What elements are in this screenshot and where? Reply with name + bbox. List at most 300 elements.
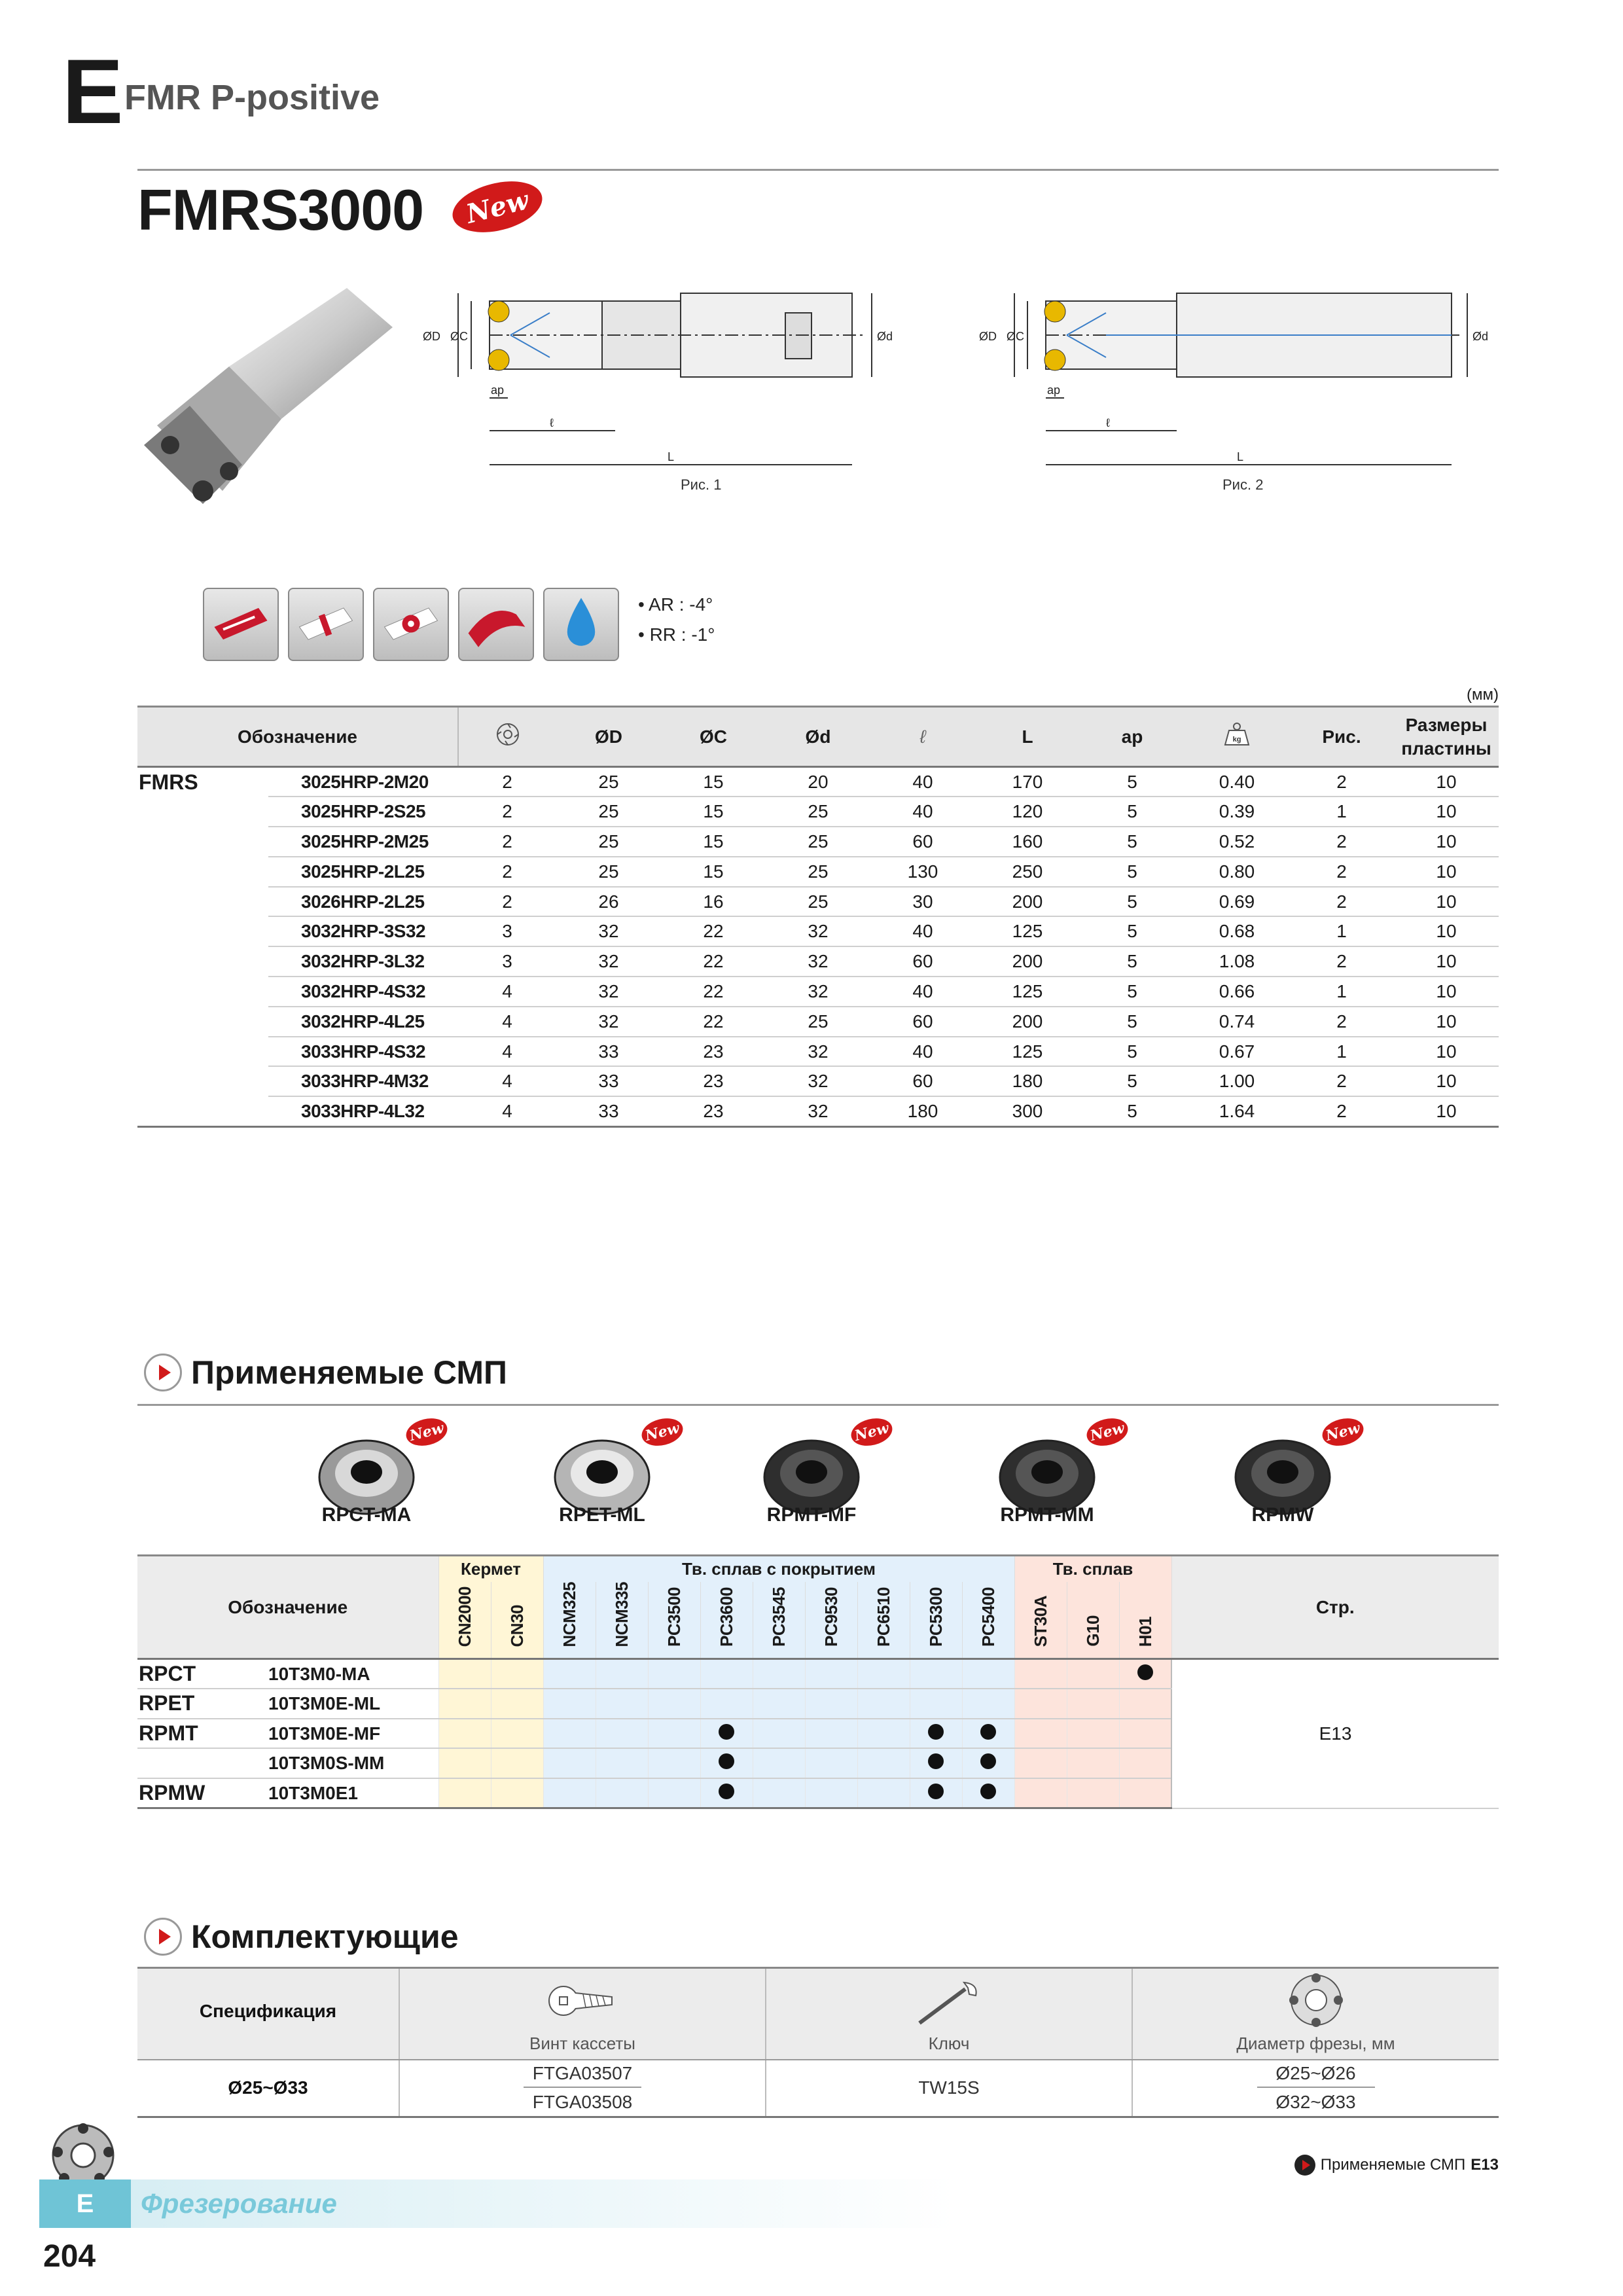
grade-cell <box>438 1748 491 1778</box>
dim-C-label: ØC <box>1007 330 1024 343</box>
grade-cell <box>805 1778 857 1808</box>
arrow-right-icon <box>1294 2155 1315 2176</box>
grade-name: G10 <box>1082 1615 1103 1647</box>
value-cell: 300 <box>975 1096 1080 1126</box>
grade-cell <box>543 1778 596 1808</box>
grade-cell <box>438 1689 491 1719</box>
value-cell: 33 <box>556 1037 661 1067</box>
series-cell <box>137 1007 268 1037</box>
col-fig: Рис. <box>1289 707 1394 767</box>
grade-cell <box>596 1778 648 1808</box>
grade-cell <box>543 1719 596 1749</box>
grade-code-cell: 10T3M0E-ML <box>268 1689 438 1719</box>
grade-cell <box>648 1689 700 1719</box>
value-cell: 10 <box>1394 1007 1499 1037</box>
new-badge: New <box>1084 1414 1131 1450</box>
series-cell <box>137 857 268 887</box>
table-row <box>137 797 1499 827</box>
availability-dot-icon <box>928 1753 944 1769</box>
grade-name: PC3545 <box>768 1587 789 1647</box>
value-cell: 5 <box>1080 1037 1185 1067</box>
grade-cell <box>1067 1659 1119 1689</box>
grade-cell <box>1119 1719 1171 1749</box>
table-row <box>137 1096 1499 1126</box>
value-cell: 160 <box>975 827 1080 857</box>
value-cell: 2 <box>1289 1007 1394 1037</box>
grade-cell <box>648 1659 700 1689</box>
dim-C-label: ØC <box>450 330 468 343</box>
designation-cell: 3032HRP-4S32 <box>268 977 458 1007</box>
value-cell: 16 <box>661 887 766 917</box>
availability-dot-icon <box>928 1724 944 1740</box>
grade-col-designation: Обозначение <box>137 1556 438 1659</box>
footer-category: Фрезерование <box>141 2188 337 2219</box>
series-cell <box>137 916 268 946</box>
grade-cell <box>753 1748 805 1778</box>
value-cell: 4 <box>458 1066 556 1096</box>
section-arrow-icon <box>144 1918 182 1956</box>
value-cell: 200 <box>975 1007 1080 1037</box>
value-cell: 0.67 <box>1185 1037 1289 1067</box>
value-cell: 2 <box>458 767 556 797</box>
grade-series-cell <box>137 1748 268 1778</box>
grade-cell <box>543 1748 596 1778</box>
col-C: ØC <box>661 707 766 767</box>
grade-cell <box>596 1659 648 1689</box>
value-cell: 5 <box>1080 1096 1185 1126</box>
value-cell: 22 <box>661 977 766 1007</box>
inserts-section-heading <box>144 1354 507 1391</box>
grade-column-header <box>1119 1582 1171 1659</box>
grade-column-header <box>596 1582 648 1659</box>
value-cell: 10 <box>1394 1066 1499 1096</box>
col-insert-size-line1: Размеры <box>1405 714 1488 735</box>
value-cell: 25 <box>766 827 870 857</box>
grade-cell <box>1014 1659 1067 1689</box>
col-D: ØD <box>556 707 661 767</box>
value-cell: 26 <box>556 887 661 917</box>
value-cell: 25 <box>766 857 870 887</box>
value-cell: 40 <box>870 797 975 827</box>
new-badge: New <box>848 1414 895 1450</box>
value-cell: 32 <box>766 1096 870 1126</box>
value-cell: 10 <box>1394 977 1499 1007</box>
grade-cell <box>857 1659 910 1689</box>
grade-cell <box>1067 1778 1119 1808</box>
grade-code-cell: 10T3M0E1 <box>268 1778 438 1808</box>
grade-cell <box>857 1778 910 1808</box>
col-designation: Обозначение <box>137 707 458 767</box>
value-cell: 130 <box>870 857 975 887</box>
acc-col-diameter-label: Диаметр фрезы, мм <box>1236 2033 1395 2053</box>
value-cell: 3 <box>458 916 556 946</box>
plunge-icon <box>373 588 449 661</box>
grade-cell <box>753 1659 805 1689</box>
table-row <box>137 977 1499 1007</box>
grade-cell <box>648 1748 700 1778</box>
grade-cell <box>1067 1719 1119 1749</box>
grade-column-header <box>491 1582 543 1659</box>
grade-series-cell: RPMW <box>137 1778 268 1808</box>
grade-column-header <box>857 1582 910 1659</box>
grade-column-header <box>648 1582 700 1659</box>
value-cell: 23 <box>661 1096 766 1126</box>
grade-cell <box>700 1689 753 1719</box>
value-cell: 5 <box>1080 916 1185 946</box>
header-divider <box>137 169 1499 171</box>
grade-column-header <box>753 1582 805 1659</box>
availability-dot-icon <box>719 1784 734 1799</box>
value-cell: 4 <box>458 977 556 1007</box>
value-cell: 32 <box>766 946 870 977</box>
value-cell: 10 <box>1394 827 1499 857</box>
value-cell: 5 <box>1080 946 1185 977</box>
col-insert-size-line2: пластины <box>1401 738 1491 759</box>
designation-cell: 3033HRP-4L32 <box>268 1096 458 1126</box>
value-cell: 40 <box>870 767 975 797</box>
dim-ap-label: ap <box>1047 384 1061 397</box>
grade-name: NCM335 <box>611 1581 632 1647</box>
value-cell: 1.64 <box>1185 1096 1289 1126</box>
grade-name: H01 <box>1135 1616 1155 1647</box>
grade-cell <box>543 1659 596 1689</box>
accessories-section-title: Комплектующие <box>191 1918 459 1955</box>
grade-group-row <box>137 1556 1499 1582</box>
grade-group-coated: Тв. сплав с покрытием <box>543 1556 1014 1582</box>
value-cell: 2 <box>1289 887 1394 917</box>
value-cell: 60 <box>870 827 975 857</box>
grade-cell <box>491 1778 543 1808</box>
grade-cell <box>910 1719 962 1749</box>
value-cell: 2 <box>458 887 556 917</box>
value-cell: 23 <box>661 1066 766 1096</box>
value-cell: 1 <box>1289 977 1394 1007</box>
screw-icon <box>546 1977 618 2030</box>
new-badge: New <box>1319 1414 1366 1450</box>
value-cell: 180 <box>975 1066 1080 1096</box>
grade-column-header <box>1014 1582 1067 1659</box>
value-cell: 40 <box>870 1037 975 1067</box>
grade-cell <box>910 1748 962 1778</box>
grade-cell <box>910 1778 962 1808</box>
value-cell: 10 <box>1394 857 1499 887</box>
section-subtitle: FMR P-positive <box>124 78 380 117</box>
value-cell: 5 <box>1080 1007 1185 1037</box>
acc-col-spec: Спецификация <box>137 1968 399 2060</box>
footer-reference[interactable] <box>1294 2155 1499 2176</box>
value-cell: 30 <box>870 887 975 917</box>
acc-col-screw-label: Винт кассеты <box>529 2033 635 2053</box>
value-cell: 15 <box>661 797 766 827</box>
shoulder-milling-icon <box>288 588 364 661</box>
value-cell: 10 <box>1394 1037 1499 1067</box>
value-cell: 22 <box>661 946 766 977</box>
insert-label: RPMW <box>1251 1504 1314 1526</box>
grade-cell <box>438 1778 491 1808</box>
value-cell: 25 <box>556 827 661 857</box>
acc-diameter-1: Ø25~Ø26 <box>1257 2063 1375 2088</box>
value-cell: 40 <box>870 916 975 946</box>
fig2-caption: Рис. 2 <box>1222 476 1264 493</box>
value-cell: 5 <box>1080 887 1185 917</box>
availability-dot-icon <box>928 1784 944 1799</box>
value-cell: 22 <box>661 916 766 946</box>
value-cell: 1.08 <box>1185 946 1289 977</box>
new-badge: New <box>639 1414 686 1450</box>
new-badge: New <box>447 173 547 241</box>
footer-ref-page: E13 <box>1471 2156 1499 2174</box>
grade-cell <box>753 1719 805 1749</box>
grade-cell <box>1119 1748 1171 1778</box>
new-badge: New <box>403 1414 450 1450</box>
value-cell: 2 <box>458 797 556 827</box>
table-row <box>137 946 1499 977</box>
acc-key-value: TW15S <box>766 2060 1132 2117</box>
acc-diameter-2: Ø32~Ø33 <box>1275 2092 1356 2113</box>
value-cell: 10 <box>1394 797 1499 827</box>
footer-bar <box>131 2179 1505 2228</box>
face-milling-icon <box>203 588 279 661</box>
grade-code-cell: 10T3M0E-MF <box>268 1719 438 1749</box>
grade-name: PC6510 <box>873 1587 893 1647</box>
value-cell: 25 <box>766 797 870 827</box>
series-cell <box>137 1096 268 1126</box>
value-cell: 23 <box>661 1037 766 1067</box>
grade-cell <box>491 1748 543 1778</box>
availability-dot-icon <box>980 1784 996 1799</box>
grade-cell <box>438 1719 491 1749</box>
designation-cell: 3032HRP-3S32 <box>268 916 458 946</box>
value-cell: 125 <box>975 1037 1080 1067</box>
dim-d-label: Ød <box>877 330 893 343</box>
grade-column-header <box>962 1582 1014 1659</box>
value-cell: 2 <box>1289 827 1394 857</box>
accessories-table <box>137 1967 1499 2118</box>
value-cell: 4 <box>458 1007 556 1037</box>
table-row <box>137 916 1499 946</box>
series-cell: FMRS <box>139 770 198 794</box>
dim-D-label: ØD <box>979 330 997 343</box>
value-cell: 32 <box>556 1007 661 1037</box>
value-cell: 2 <box>1289 1066 1394 1096</box>
inserts-section-title: Применяемые СМП <box>191 1354 507 1391</box>
value-cell: 10 <box>1394 887 1499 917</box>
section-letter: E <box>62 40 124 143</box>
teeth-icon <box>458 707 556 767</box>
grade-cell <box>438 1659 491 1689</box>
value-cell: 10 <box>1394 916 1499 946</box>
value-cell: 1 <box>1289 797 1394 827</box>
grade-page-ref[interactable]: E13 <box>1171 1659 1499 1808</box>
grade-row <box>137 1659 1499 1689</box>
series-cell <box>137 1037 268 1067</box>
value-cell: 25 <box>766 887 870 917</box>
grade-cell <box>910 1689 962 1719</box>
value-cell: 5 <box>1080 857 1185 887</box>
designation-cell: 3026HRP-2L25 <box>268 887 458 917</box>
col-insert-size <box>1394 707 1499 767</box>
coolant-drop-icon <box>543 588 619 661</box>
tool-drawing-fig1 <box>419 287 955 476</box>
series-cell <box>137 797 268 827</box>
value-cell: 0.66 <box>1185 977 1289 1007</box>
table-row <box>137 887 1499 917</box>
grade-cell <box>753 1778 805 1808</box>
table-row <box>137 857 1499 887</box>
accessories-header-row <box>137 1968 1499 2060</box>
grade-series-cell: RPCT <box>137 1659 268 1689</box>
acc-col-diameter <box>1132 1968 1499 2060</box>
acc-spec-value: Ø25~Ø33 <box>137 2060 399 2117</box>
value-cell: 22 <box>661 1007 766 1037</box>
footer-section-tab[interactable]: E <box>39 2179 131 2228</box>
footer-ref-text: Применяемые СМП <box>1320 2156 1466 2174</box>
grade-name: PC3500 <box>664 1587 684 1647</box>
grade-column-header <box>543 1582 596 1659</box>
grade-name: PC9530 <box>821 1587 841 1647</box>
insert-label: RPMT-MF <box>766 1504 857 1526</box>
value-cell: 25 <box>556 797 661 827</box>
grade-cell <box>910 1659 962 1689</box>
value-cell: 4 <box>458 1037 556 1067</box>
rr-angle: • RR : -1° <box>638 624 715 645</box>
series-cell <box>137 946 268 977</box>
grade-cell <box>805 1689 857 1719</box>
grade-cell <box>596 1719 648 1749</box>
grade-cell <box>962 1689 1014 1719</box>
grade-cell <box>1119 1689 1171 1719</box>
grade-group-carbide: Тв. сплав <box>1014 1556 1171 1582</box>
section-arrow-icon <box>144 1354 182 1391</box>
value-cell: 170 <box>975 767 1080 797</box>
grade-code-cell: 10T3M0-MA <box>268 1659 438 1689</box>
weight-icon <box>1185 707 1289 767</box>
grade-cell <box>857 1748 910 1778</box>
grade-cell <box>491 1689 543 1719</box>
grade-name: PC5400 <box>978 1587 998 1647</box>
grade-name: PC5300 <box>925 1587 946 1647</box>
designation-cell: 3032HRP-4L25 <box>268 1007 458 1037</box>
value-cell: 250 <box>975 857 1080 887</box>
value-cell: 200 <box>975 946 1080 977</box>
value-cell: 125 <box>975 977 1080 1007</box>
grade-column-header <box>910 1582 962 1659</box>
grade-cell <box>648 1778 700 1808</box>
ar-angle: • AR : -4° <box>638 594 713 615</box>
value-cell: 60 <box>870 946 975 977</box>
value-cell: 0.80 <box>1185 857 1289 887</box>
availability-dot-icon <box>980 1753 996 1769</box>
key-icon <box>913 1977 985 2030</box>
dim-D-label: ØD <box>423 330 440 343</box>
value-cell: 32 <box>766 977 870 1007</box>
grade-name: PC3600 <box>716 1587 736 1647</box>
grade-series-cell: RPMT <box>137 1719 268 1749</box>
series-cell <box>137 977 268 1007</box>
profile-milling-icon <box>458 588 534 661</box>
grade-name: CN2000 <box>454 1586 474 1647</box>
grade-cell <box>805 1659 857 1689</box>
designation-cell: 3025HRP-2L25 <box>268 857 458 887</box>
value-cell: 32 <box>766 916 870 946</box>
value-cell: 120 <box>975 797 1080 827</box>
grade-cell <box>700 1659 753 1689</box>
value-cell: 4 <box>458 1096 556 1126</box>
value-cell: 40 <box>870 977 975 1007</box>
value-cell: 0.39 <box>1185 797 1289 827</box>
availability-dot-icon <box>1137 1664 1153 1680</box>
tool-drawing-fig2 <box>975 287 1512 476</box>
value-cell: 60 <box>870 1066 975 1096</box>
value-cell: 5 <box>1080 797 1185 827</box>
value-cell: 33 <box>556 1066 661 1096</box>
product-title: FMRS3000 <box>137 177 424 242</box>
value-cell: 0.74 <box>1185 1007 1289 1037</box>
value-cell: 200 <box>975 887 1080 917</box>
value-cell: 1.00 <box>1185 1066 1289 1096</box>
col-d: Ød <box>766 707 870 767</box>
dim-L-label: L <box>668 450 675 463</box>
value-cell: 32 <box>766 1066 870 1096</box>
grade-cell <box>491 1719 543 1749</box>
grade-cell <box>857 1719 910 1749</box>
grade-cell <box>1067 1689 1119 1719</box>
value-cell: 2 <box>458 827 556 857</box>
grade-cell <box>1014 1719 1067 1749</box>
value-cell: 20 <box>766 767 870 797</box>
value-cell: 32 <box>556 977 661 1007</box>
value-cell: 10 <box>1394 946 1499 977</box>
acc-screw-1: FTGA03507 <box>524 2063 641 2088</box>
series-cell <box>137 1066 268 1096</box>
insert-grade-table <box>137 1554 1499 1809</box>
grade-cell <box>596 1689 648 1719</box>
acc-screw-2: FTGA03508 <box>532 2092 633 2113</box>
grade-cell <box>1014 1748 1067 1778</box>
value-cell: 2 <box>458 857 556 887</box>
value-cell: 5 <box>1080 827 1185 857</box>
accessories-row <box>137 2060 1499 2117</box>
insert-label: RPET-ML <box>559 1504 645 1526</box>
col-L: L <box>975 707 1080 767</box>
table-header-row <box>137 707 1499 767</box>
availability-dot-icon <box>980 1724 996 1740</box>
fig1-caption: Рис. 1 <box>681 476 722 493</box>
grade-group-cermet: Кермет <box>438 1556 543 1582</box>
acc-screws-cell <box>399 2060 766 2117</box>
designation-cell: 3033HRP-4M32 <box>268 1066 458 1096</box>
dim-ap-label: ap <box>491 384 505 397</box>
insert-label: RPMT-MM <box>1000 1504 1094 1526</box>
value-cell: 15 <box>661 857 766 887</box>
acc-diameters-cell <box>1132 2060 1499 2117</box>
grade-cell <box>700 1748 753 1778</box>
dim-l-label: ℓ <box>550 416 554 429</box>
dim-l-label: ℓ <box>1106 416 1110 429</box>
value-cell: 5 <box>1080 1066 1185 1096</box>
grade-column-header <box>438 1582 491 1659</box>
value-cell: 25 <box>766 1007 870 1037</box>
value-cell: 25 <box>556 857 661 887</box>
value-cell: 125 <box>975 916 1080 946</box>
grade-column-header <box>805 1582 857 1659</box>
grade-cell <box>962 1719 1014 1749</box>
unit-label: (мм) <box>1467 686 1499 704</box>
grade-cell <box>596 1748 648 1778</box>
table-row <box>137 1066 1499 1096</box>
page-number: 204 <box>43 2239 96 2274</box>
grade-cell <box>1014 1778 1067 1808</box>
